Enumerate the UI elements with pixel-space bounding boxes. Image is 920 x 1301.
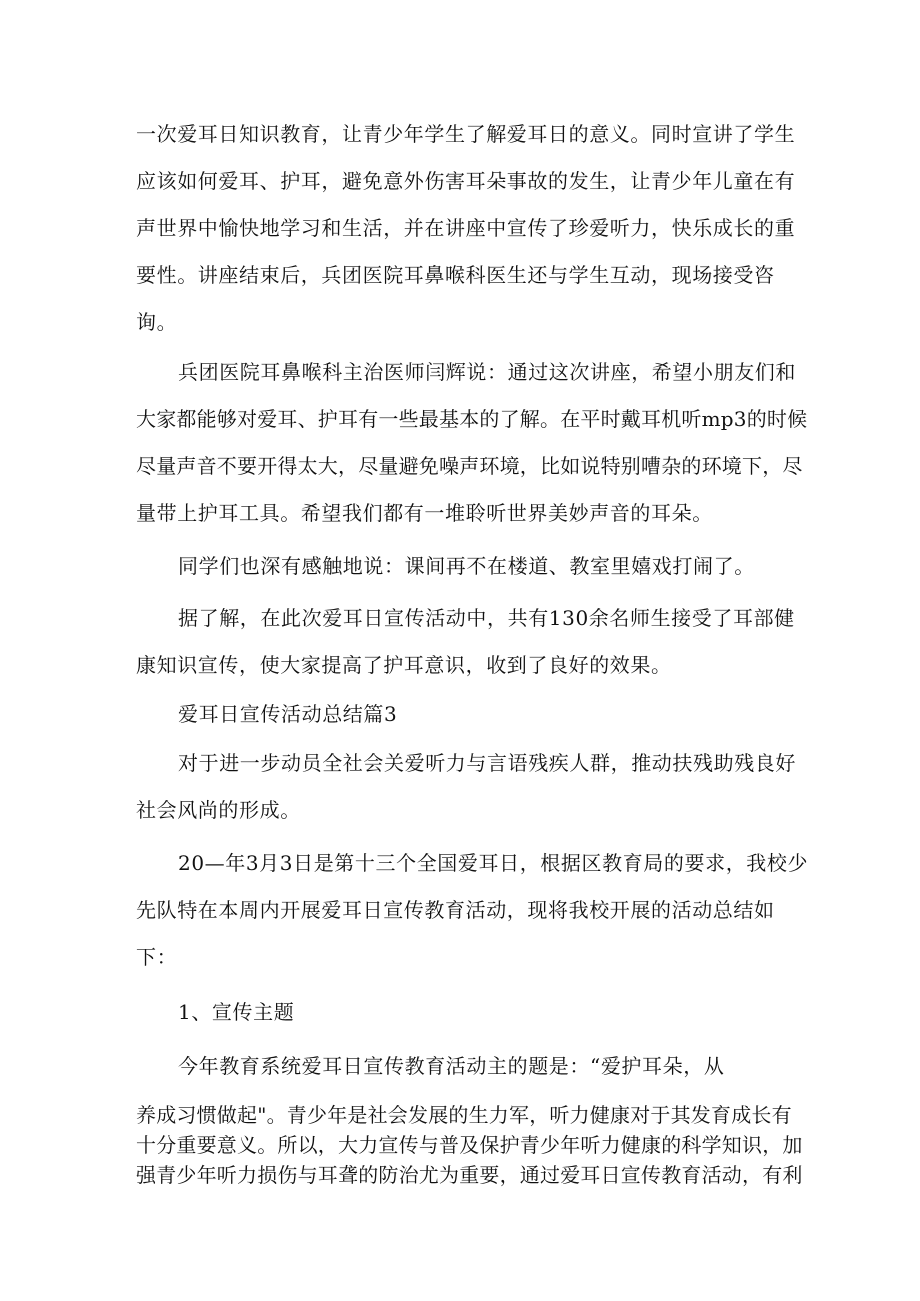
paragraph-line: 要性。讲座结束后，兵团医院耳鼻喉科医生还与学生互动，现场接受咨	[136, 263, 775, 287]
paragraph-line: 养成习惯做起"。青少年是社会发展的生力军，听力健康对于其发育成长有	[136, 1103, 792, 1127]
paragraph-line: 一次爱耳日知识教育，让青少年学生了解爱耳日的意义。同时宣讲了学生	[136, 122, 796, 146]
paragraph-line: 应该如何爱耳、护耳，避免意外伤害耳朵事故的发生，让青少年儿童在有	[136, 169, 796, 193]
paragraph-line: 对于进一步动员全社会关爱听力与言语残疾人群，推动扶残助残良好	[178, 751, 796, 775]
paragraph-line: 20—年3月3日是第十三个全国爱耳日，根据区教育局的要求，我校少	[178, 851, 809, 875]
section-heading: 爱耳日宣传活动总结篇3	[178, 702, 398, 726]
paragraph-line: 强青少年听力损伤与耳聋的防治尤为重要，通过爱耳日宣传教育活动，有利	[136, 1163, 803, 1187]
paragraph-line: 声世界中愉快地学习和生活，并在讲座中宣传了珍爱听力，快乐成长的重	[136, 216, 796, 240]
section-heading: 1、宣传主题	[178, 1000, 295, 1024]
paragraph-line: 先队特在本周内开展爱耳日宣传教育活动，现将我校开展的活动总结如	[136, 898, 775, 922]
paragraph-line: 下：	[136, 945, 178, 969]
paragraph-line: 据了解，在此次爱耳日宣传活动中，共有130余名师生接受了耳部健	[178, 606, 795, 630]
paragraph-line: 尽量声音不要开得太大，尽量避免噪声环境，比如说特别嘈杂的环境下，尽	[136, 454, 803, 478]
paragraph-line: 康知识宣传，使大家提高了护耳意识，收到了良好的效果。	[136, 653, 672, 677]
paragraph-line: 兵团医院耳鼻喉科主治医师闫辉说：通过这次讲座，希望小朋友们和	[178, 360, 796, 384]
paragraph-line: 社会风尚的形成。	[136, 798, 301, 822]
paragraph-line: 量带上护耳工具。希望我们都有一堆聆听世界美妙声音的耳朵。	[136, 501, 713, 525]
paragraph-line: 大家都能够对爱耳、护耳有一些最基本的了解。在平时戴耳机听mp3的时候	[136, 407, 808, 431]
paragraph-line: 同学们也深有感触地说：课间再不在楼道、教室里嬉戏打闹了。	[178, 554, 755, 578]
paragraph-line: 询。	[136, 310, 178, 334]
paragraph-line: 十分重要意义。所以，大力宣传与普及保护青少年听力健康的科学知识，加	[136, 1133, 803, 1157]
paragraph-line: 今年教育系统爱耳日宣传教育活动主的题是：“爱护耳朵，从	[178, 1054, 725, 1078]
